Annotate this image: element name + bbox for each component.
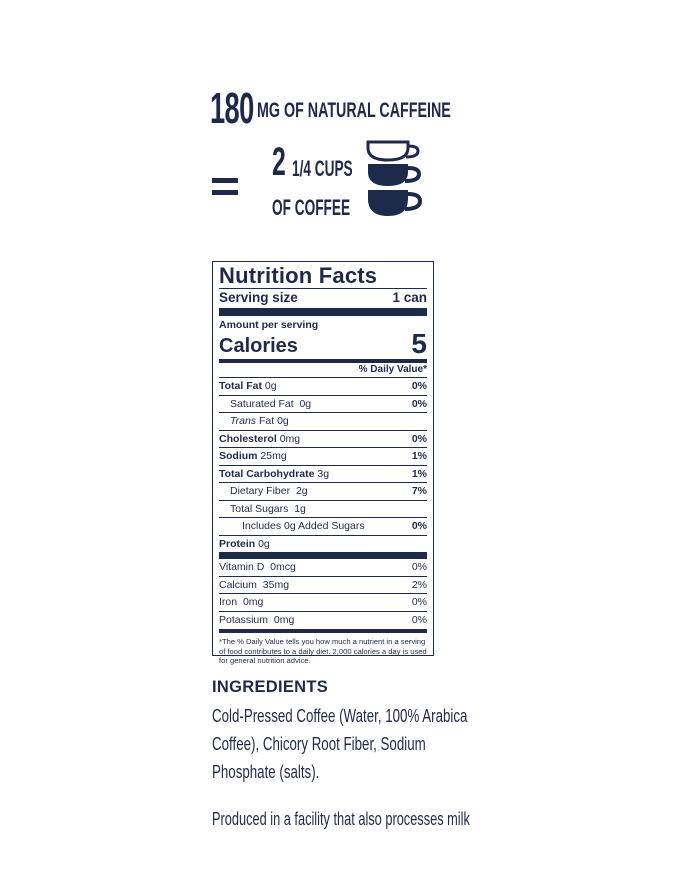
nutrient-row-dietary-fiber: Dietary Fiber 2g 7%	[219, 482, 427, 500]
calories-value: 5	[411, 328, 427, 359]
stacked-coffee-cups-icon	[364, 138, 422, 220]
nutrition-title: Nutrition Facts	[219, 263, 378, 288]
vitamin-row-iron: Iron 0mg 0%	[219, 593, 427, 611]
nutrient-row-sodium: Sodium 25mg 1%	[219, 447, 427, 465]
nutrient-row-total-sugars: Total Sugars 1g	[219, 500, 427, 518]
footnote-divider	[219, 629, 427, 633]
equals-sign	[212, 178, 238, 202]
vitamin-row-calcium: Calcium 35mg 2%	[219, 576, 427, 594]
daily-value-header: % Daily Value*	[358, 364, 427, 375]
vitamin-row-vitamin-d: Vitamin D 0mcg 0%	[219, 561, 427, 573]
daily-value-footnote: *The % Daily Value tells you how much a nutrient in a serving of food contributes to a daily diet. 2,000 calories a day is used for general nutrition advice.	[219, 637, 427, 665]
cups-number: 2	[272, 140, 286, 184]
calories-row	[219, 328, 427, 359]
serving-size-value: 1 can	[392, 290, 427, 305]
facility-note: Produced in a facility that also processes milk	[212, 809, 470, 829]
ingredients-text: Cold-Pressed Coffee (Water, 100% Arabica Coffee), Chicory Root Fiber, Sodium Phosphate (salts).	[212, 706, 468, 782]
nutrient-row-saturated-fat: Saturated Fat 0g 0%	[219, 395, 427, 413]
calories-label: Calories	[219, 335, 298, 357]
serving-size-row	[219, 288, 427, 306]
of-coffee-text: OF COFFEE	[272, 195, 351, 220]
nutrient-row-protein: Protein 0g	[219, 535, 427, 553]
nutrient-row-total-fat: Total Fat 0g 0%	[219, 377, 427, 395]
amount-per-serving: Amount per serving	[219, 319, 319, 331]
cups-amount	[272, 140, 353, 185]
nutrient-row-total-carbohydrate: Total Carbohydrate 3g 1%	[219, 465, 427, 483]
cups-fraction-text: 1/4 CUPS	[292, 156, 353, 181]
nutrient-row-cholesterol: Cholesterol 0mg 0%	[219, 430, 427, 448]
nutrition-facts-panel	[212, 261, 434, 665]
caffeine-amount: 180	[210, 84, 254, 133]
vitamin-divider	[219, 552, 427, 559]
vitamin-row-potassium: Potassium 0mg 0%	[219, 611, 427, 629]
nutrient-row-trans-fat: Trans Fat 0g	[219, 412, 427, 430]
thick-divider	[219, 308, 427, 316]
ingredients-heading: INGREDIENTS	[212, 678, 329, 696]
caffeine-heading	[210, 84, 451, 134]
caffeine-text: MG OF NATURAL CAFFEINE	[257, 99, 451, 122]
nutrient-row-added-sugars: Includes 0g Added Sugars 0%	[219, 517, 427, 535]
serving-size-label: Serving size	[219, 290, 298, 305]
